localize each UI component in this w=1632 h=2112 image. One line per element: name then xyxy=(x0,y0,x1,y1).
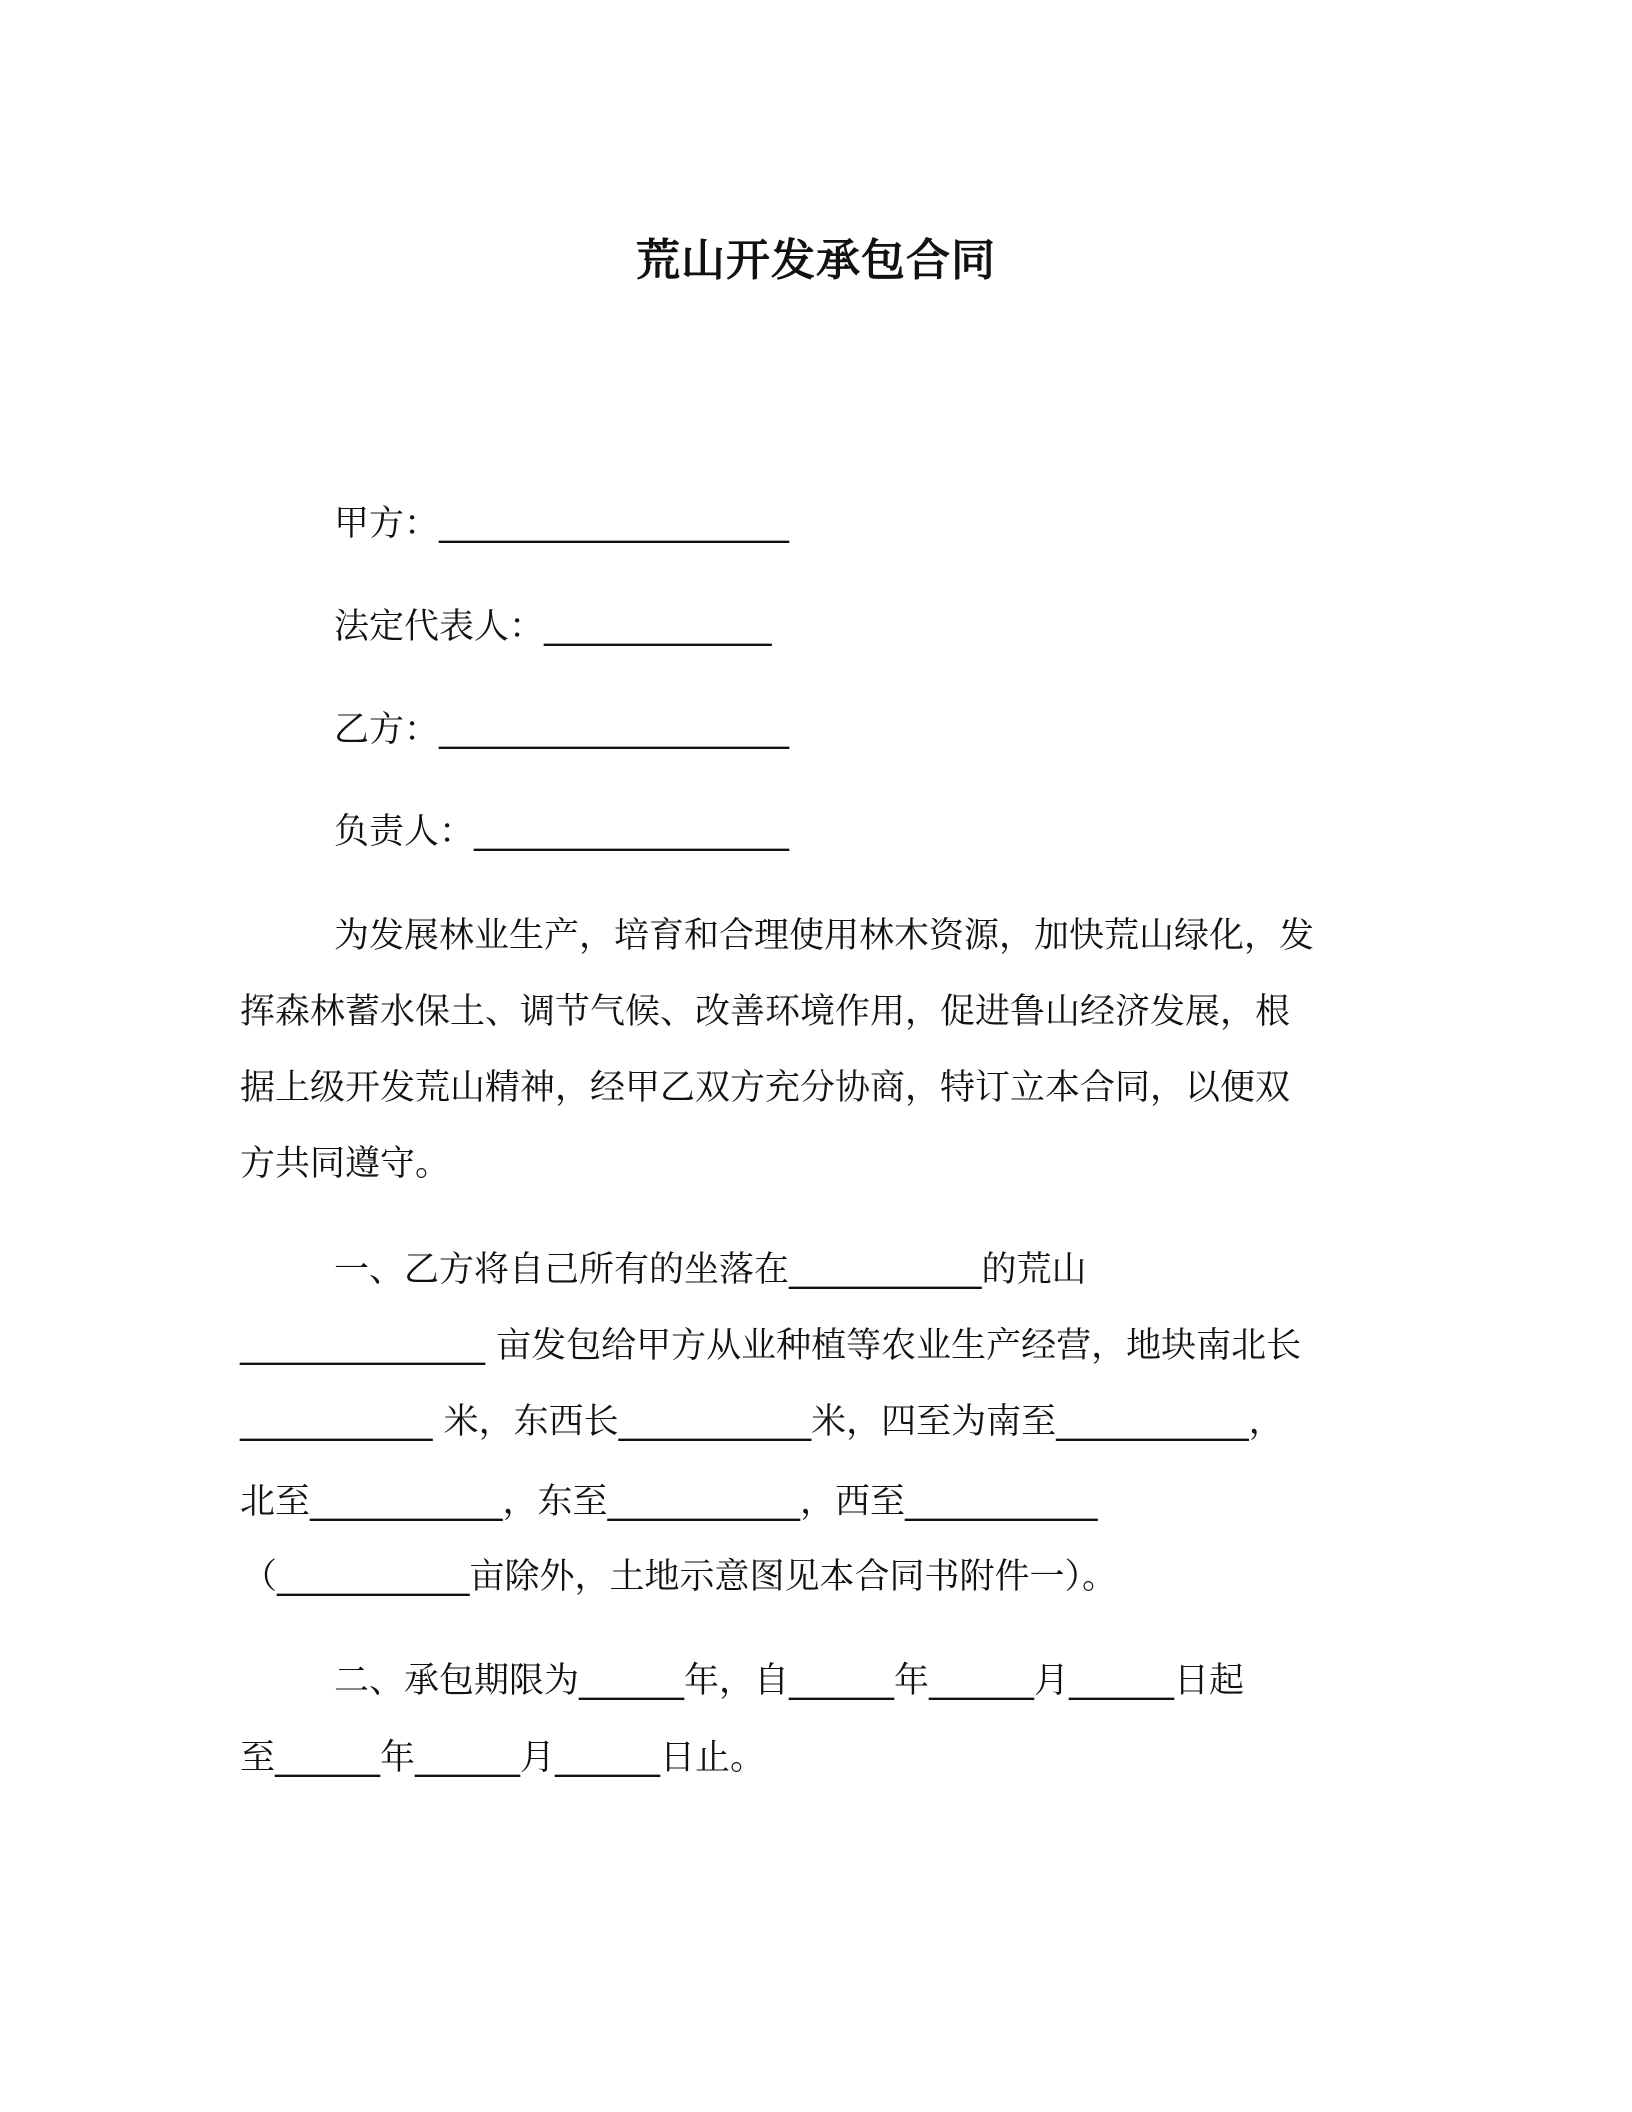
clause-2-line: 至______年______月______日止。 xyxy=(240,1738,766,1778)
party-a-field: 甲方：____________________ xyxy=(334,504,790,544)
document-title: 荒山开发承包合同 xyxy=(636,235,996,286)
clause-1-line: ___________ 米，东西长___________米，四至为南至___________， xyxy=(240,1402,1284,1442)
clause-1-line: 一、乙方将自己所有的坐落在___________的荒山 xyxy=(334,1250,1087,1290)
preamble-line: 据上级开发荒山精神，经甲乙双方充分协商，特订立本合同，以便双 xyxy=(240,1068,1291,1108)
legal-rep-field: 法定代表人：_____________ xyxy=(334,607,772,647)
clause-1-line: ______________ 亩发包给甲方从业种植等农业生产经营，地块南北长 xyxy=(240,1326,1302,1366)
clause-1-line: 北至___________，东至___________，西至___________ xyxy=(240,1482,1098,1522)
clause-2-line: 二、承包期限为______年，自______年______月______日起 xyxy=(334,1661,1245,1701)
preamble-line: 为发展林业生产，培育和合理使用林木资源，加快荒山绿化，发 xyxy=(334,916,1315,956)
clause-1-line: （___________亩除外，土地示意图见本合同书附件一）。 xyxy=(242,1557,1118,1597)
preamble-line: 挥森林蓄水保土、调节气候、改善环境作用，促进鲁山经济发展，根 xyxy=(240,992,1291,1032)
party-b-field: 乙方：____________________ xyxy=(334,710,790,750)
person-in-charge-field: 负责人：__________________ xyxy=(334,812,790,852)
preamble-line: 方共同遵守。 xyxy=(240,1144,451,1184)
